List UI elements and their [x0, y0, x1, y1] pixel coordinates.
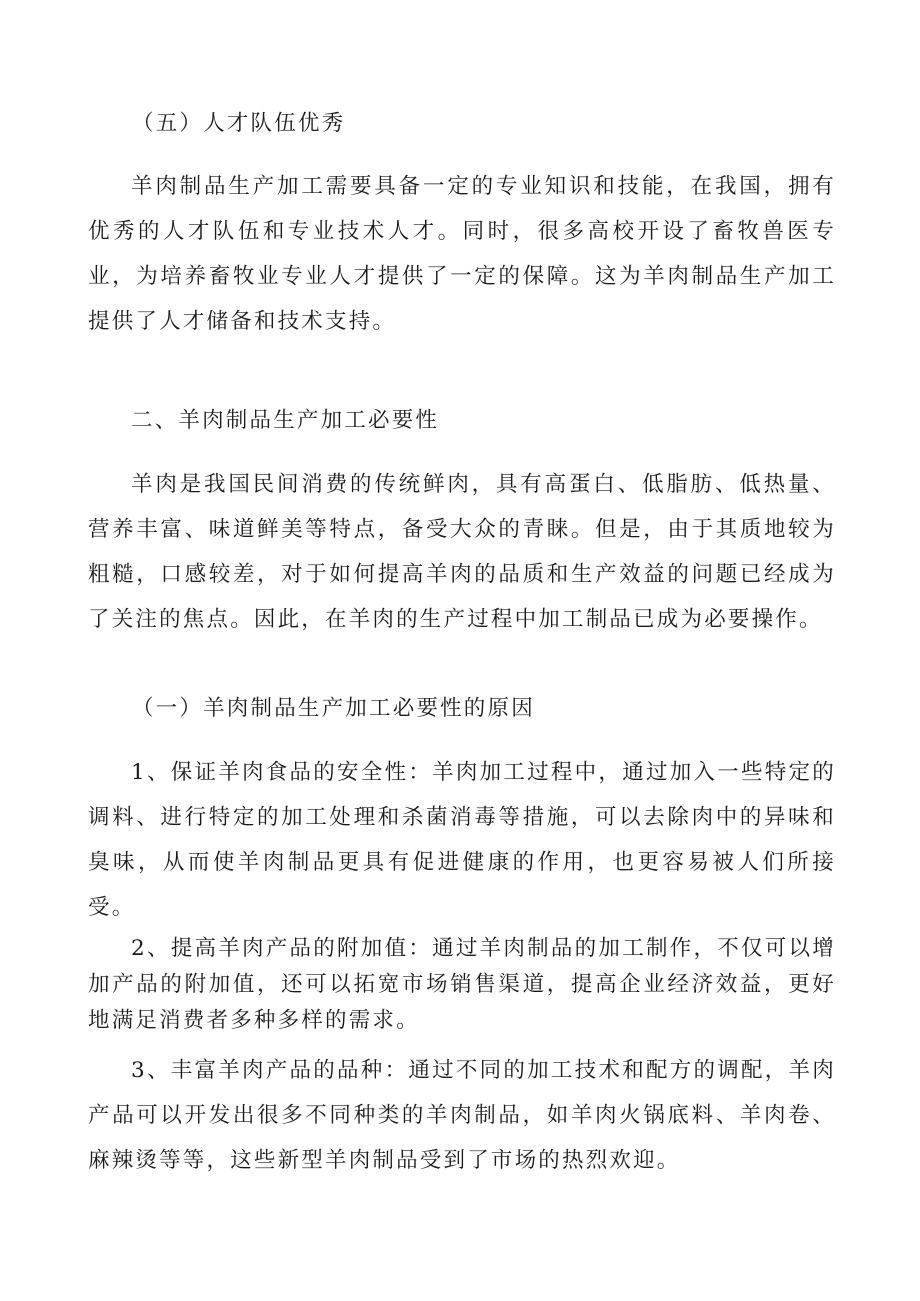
section-heading-necessity: 二、羊肉制品生产加工必要性	[131, 408, 440, 433]
subheading-necessity-reasons: （一）羊肉制品生产加工必要性的原因	[132, 696, 535, 721]
paragraph-mutton-intro: 羊肉是我国民间消费的传统鲜肉，具有高蛋白、低脂肪、低热量、营养丰富、味道鲜美等特点，备受大众的青睐。但是，由于其质地较为粗糙，口感较差，对于如何提高羊肉的品质和生产效益的问题已经成为了关注的焦点。因此，在羊肉的生产过程中加工制品已成为必要操作。	[88, 472, 836, 632]
list-item-food-safety: 1、保证羊肉食品的安全性：羊肉加工过程中，通过加入一些特定的调料、进行特定的加工处理和杀菌消毒等措施，可以去除肉中的异味和臭味，从而使羊肉制品更具有促进健康的作用，也更容易被人们所接受。	[88, 760, 836, 920]
subheading-talent-team: （五）人才队伍优秀	[132, 111, 346, 136]
list-item-product-variety: 3、丰富羊肉产品的品种：通过不同的加工技术和配方的调配，羊肉产品可以开发出很多不同种类的羊肉制品，如羊肉火锅底料、羊肉卷、麻辣烫等等，这些新型羊肉制品受到了市场的热烈欢迎。	[88, 1058, 836, 1173]
paragraph-talent-team: 羊肉制品生产加工需要具备一定的专业知识和技能，在我国，拥有优秀的人才队伍和专业技术人才。同时，很多高校开设了畜牧兽医专业，为培养畜牧业专业人才提供了一定的保障。这为羊肉制品生产加工提供了人才储备和技术支持。	[88, 174, 836, 334]
list-item-added-value: 2、提高羊肉产品的附加值：通过羊肉制品的加工制作，不仅可以增加产品的附加值，还可以拓宽市场销售渠道，提高企业经济效益，更好地满足消费者多种多样的需求。	[88, 936, 836, 1033]
